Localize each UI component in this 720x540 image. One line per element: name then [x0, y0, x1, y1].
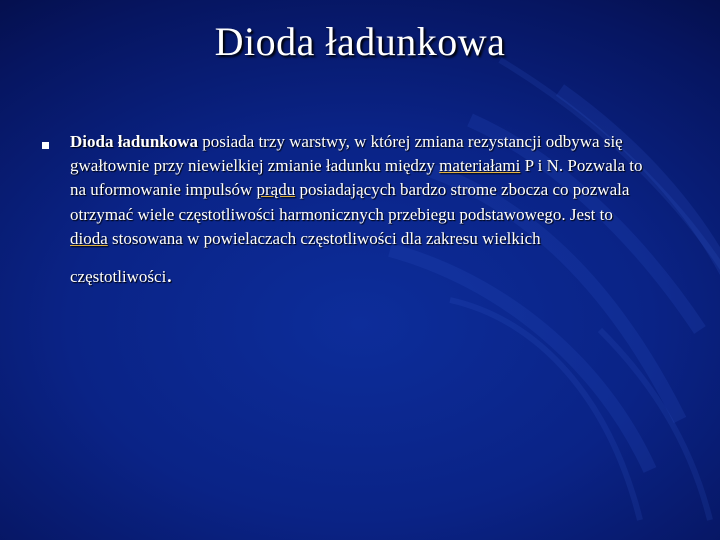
link-materialami[interactable]: materiałami: [439, 156, 521, 176]
last-period: .: [166, 262, 173, 289]
paragraph-text-2: P i N. Pozwala to na uformowanie impulsów: [70, 156, 643, 200]
paragraph-last-line: [70, 263, 650, 289]
bullet-paragraph: [70, 130, 650, 289]
link-pradu[interactable]: prądu: [256, 180, 296, 200]
paragraph-text-1: posiada trzy warstwy, w której zmiana rezystancji odbywa się gwałtownie przy niewielkiej zmianie ładunku między: [70, 132, 623, 176]
bullet-term: Dioda ładunkowa: [70, 132, 199, 151]
bullet-square-icon: [42, 142, 49, 149]
slide-title: Dioda ładunkowa: [214, 19, 506, 64]
paragraph-text-3: posiadających bardzo strome zbocza co pozwala otrzymać wiele częstotliwości harmonicznych przebiegu podstawowego. Jest to: [70, 180, 630, 224]
paragraph-text-4: stosowana w powielaczach częstotliwości dla zakresu wielkich: [107, 228, 541, 248]
last-word: częstotliwości: [70, 267, 167, 287]
link-dioda[interactable]: dioda: [70, 228, 108, 248]
